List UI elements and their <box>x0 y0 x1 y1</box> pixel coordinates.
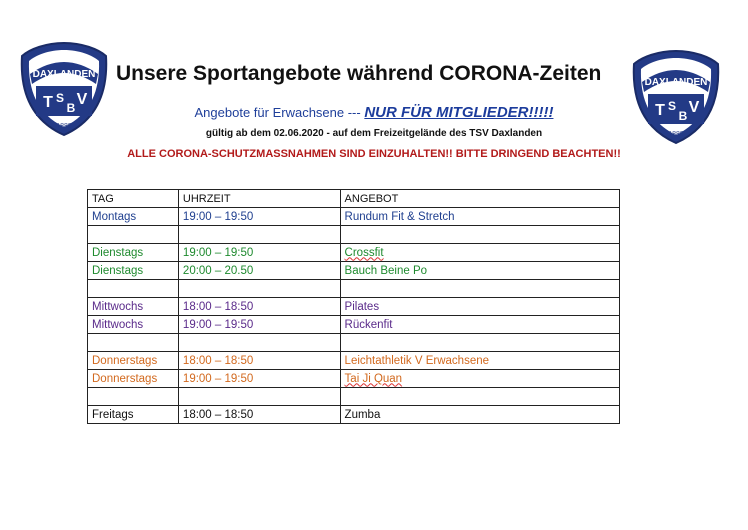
table-row-empty <box>88 226 620 244</box>
cell-tag: Dienstags <box>88 262 179 280</box>
page-title: Unsere Sportangebote während CORONA-Zeiten <box>116 62 602 85</box>
cell-uhrzeit: 19:00 – 19:50 <box>178 244 340 262</box>
cell-uhrzeit: 20:00 – 20.50 <box>178 262 340 280</box>
table-row <box>88 370 620 388</box>
svg-text:B: B <box>678 109 688 123</box>
cell-uhrzeit: 18:00 – 18:50 <box>178 298 340 316</box>
cell-angebot: Rückenfit <box>340 316 619 334</box>
svg-text:S: S <box>667 99 677 113</box>
table-row <box>88 244 620 262</box>
logo-right-year: 1889 <box>668 131 684 138</box>
members-only-notice: NUR FÜR MITGLIEDER!!!!! <box>364 104 554 121</box>
svg-text:B: B <box>66 101 76 115</box>
table-row-empty <box>88 334 620 352</box>
cell-tag: Donnerstags <box>88 370 179 388</box>
cell-uhrzeit: 18:00 – 18:50 <box>178 352 340 370</box>
table-row <box>88 316 620 334</box>
corona-warning: ALLE CORONA-SCHUTZMASSNAHMEN SIND EINZUHALTEN!! BITTE DRINGEND BEACHTEN!! <box>127 148 621 160</box>
table-row <box>88 298 620 316</box>
header-uhrzeit: UHRZEIT <box>178 190 340 208</box>
cell-uhrzeit: 19:00 – 19:50 <box>178 316 340 334</box>
header-angebot: ANGEBOT <box>340 190 619 208</box>
schedule-table <box>87 189 620 424</box>
svg-text:T: T <box>655 102 665 119</box>
table-row <box>88 352 620 370</box>
svg-text:S: S <box>55 91 65 105</box>
svg-text:T: T <box>43 94 53 111</box>
table-row <box>88 262 620 280</box>
cell-tag: Mittwochs <box>88 298 179 316</box>
table-row <box>88 406 620 424</box>
tsv-daxlanden-logo-left <box>18 40 110 138</box>
cell-tag: Freitags <box>88 406 179 424</box>
logo-left-year: 1889 <box>56 123 72 130</box>
cell-uhrzeit: 18:00 – 18:50 <box>178 406 340 424</box>
cell-angebot: Bauch Beine Po <box>340 262 619 280</box>
cell-tag: Donnerstags <box>88 352 179 370</box>
svg-text:V: V <box>76 91 88 108</box>
cell-tag: Dienstags <box>88 244 179 262</box>
cell-angebot: Zumba <box>340 406 619 424</box>
cell-angebot: Pilates <box>340 298 619 316</box>
table-row-empty <box>88 280 620 298</box>
cell-angebot: Rundum Fit & Stretch <box>340 208 619 226</box>
logo-left-banner-text: DAXLANDEN <box>32 69 96 80</box>
cell-tag: Montags <box>88 208 179 226</box>
cell-angebot: Leichtathletik V Erwachsene <box>340 352 619 370</box>
table-row <box>88 208 620 226</box>
table-header-row <box>88 190 620 208</box>
subtitle <box>0 104 748 121</box>
validity-note: gültig ab dem 02.06.2020 - auf dem Freizeitgelände des TSV Daxlanden <box>205 128 543 139</box>
subtitle-prefix: Angebote für Erwachsene --- <box>194 105 365 120</box>
cell-uhrzeit: 19:00 – 19:50 <box>178 370 340 388</box>
table-row-empty <box>88 388 620 406</box>
header-tag: TAG <box>88 190 179 208</box>
cell-tag: Mittwochs <box>88 316 179 334</box>
svg-text:V: V <box>688 99 700 116</box>
cell-angebot: Tai Ji Quan <box>340 370 619 388</box>
logo-right-banner-text: DAXLANDEN <box>644 77 708 88</box>
cell-angebot: Crossfit <box>340 244 619 262</box>
cell-uhrzeit: 19:00 – 19:50 <box>178 208 340 226</box>
